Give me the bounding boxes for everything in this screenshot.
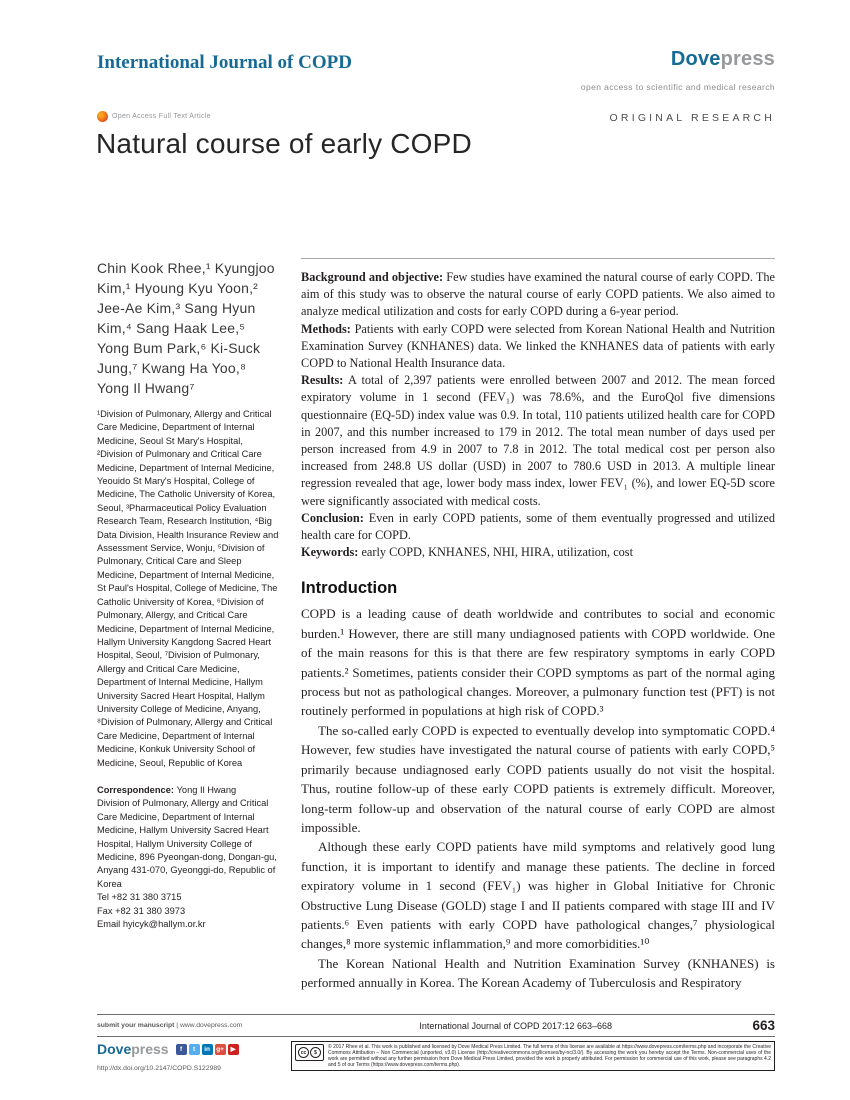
dovepress-footer-logo[interactable]	[97, 1041, 169, 1057]
twitter-icon[interactable]: t	[189, 1044, 200, 1055]
section-heading-introduction: Introduction	[301, 579, 398, 598]
youtube-icon[interactable]: ▶	[228, 1044, 239, 1055]
google-plus-icon[interactable]: g+	[216, 1045, 224, 1053]
abstract-methods-text: Patients with early COPD were selected from Korean National Health and Nutrition Examination Survey (KNHANES) data. We linked the KNHANES data of patients with early COPD to National Health Insurance data.	[301, 321, 775, 371]
submit-manuscript-link[interactable]	[97, 1022, 279, 1029]
correspondence-email[interactable]: Email hyicyk@hallym.or.kr	[97, 919, 206, 930]
abstract-conclusion-text: Even in early COPD patients, some of them eventually progressed and utilized health care for COPD.	[301, 510, 775, 543]
open-access-icon	[97, 111, 108, 122]
dovepress-footer-logo-light: press	[131, 1041, 169, 1057]
linkedin-icon[interactable]: in	[202, 1044, 213, 1055]
page-number: 663	[752, 1018, 775, 1033]
publisher-logo-light: press	[720, 48, 775, 70]
abstract-background	[301, 269, 775, 321]
publisher-logo[interactable]	[671, 48, 775, 71]
footer-license-row	[97, 1041, 775, 1072]
abstract-methods	[301, 321, 775, 373]
affiliations: ¹Division of Pulmonary, Allergy and Critical Care Medicine, Department of Internal Medicine, Seoul St Mary's Hospital, ²Division of Pulmonary and Critical Care Medicine, Department of Internal Medicine, Yeouido St Mary's Hospital, College of Medicine, The Catholic University of Korea, Seoul, ³Pharmaceutical Policy Evaluation Research Team, Research Institution, ⁴Big Data Division, Health Insurance Review and Assessment Service, Wonju, ⁵Division of Pulmonary, Critical Care and Sleep Medicine, Department of Internal Medicine, St Paul's Hospital, College of Medicine, The Catholic University of Korea, ⁶Division of Pulmonary, Allergy, and Critical Care Medicine, Department of Internal Medicine, Hallym University Kangdong Sacred Heart Hospital, Seoul, ⁷Division of Pulmonary, Allergy and Critical Care Medicine, Department of Internal Medicine, Hallym University Sacred Heart Hospital, Hallym University College of Medicine, Anyang, ⁸Division of Pulmonary, Allergy and Critical Care Medicine, Department of Internal Medicine, Konkuk University School of Medicine, Seoul, Republic of Korea	[97, 409, 279, 768]
footer-brand-block	[97, 1041, 279, 1072]
license-box	[291, 1041, 775, 1071]
article-type: ORIGINAL RESEARCH	[609, 112, 775, 124]
author-column	[97, 258, 279, 993]
publisher-tagline: open access to scientific and medical research	[580, 82, 775, 92]
abstract-results-text: A total of 2,397 patients were enrolled between 2007 and 2012. The mean forced expiratory volume in 1 second (FEV₁) was 78.6%, and the EuroQol five dimensions questionnaire (EQ-5D) index value was 0.9. In total, 110 patients utilized health care for COPD in 2007, and this number increased to 179 in 2012. The total mean number of days used per person increased from 4.9 in 2007 to 7.8 in 2012. The total medical cost per person also increased from 248.8 US dollar (USD) in 2007 to 780.6 USD in 2013. A multiple linear regression revealed that age, lower body mass index, lower FEV₁ (%), and lower EQ-5D score were significantly associated with medical costs.	[301, 373, 775, 508]
abstract-keywords-text: early COPD, KNHANES, NHI, HIRA, utilization, cost	[361, 545, 633, 560]
cc-nc-icon: $	[310, 1047, 321, 1058]
social-icons	[176, 1044, 239, 1055]
open-access-label[interactable]: Open Access Full Text Article	[112, 113, 211, 120]
cc-circle-icon: cc	[298, 1047, 309, 1058]
submit-site-link[interactable]: www.dovepress.com	[179, 1022, 243, 1029]
correspondence-name-line	[97, 784, 279, 797]
intro-paragraph: Although these early COPD patients have mild symptoms and relatively good lung function, it is important to identify and manage these patients. The decline in forced expiratory volume in 1 second (FEV₁) was higher in Global Initiative for Chronic Obstructive Lung Disease (GOLD) stage I and II patients compared with stage III and IV patients.⁶ Even patients with early COPD have pathological changes,⁷ physiological changes,⁸ more systemic inflammation,⁹ and more comorbidities.¹⁰	[301, 839, 775, 952]
page-footer	[97, 1014, 775, 1072]
publisher-logo-bold: Dove	[670, 48, 721, 70]
abstract-background-label: Background and objective:	[301, 270, 444, 284]
facebook-icon[interactable]: f	[176, 1044, 187, 1055]
abstract-background-text: Few studies have examined the natural course of early COPD. The aim of this study was to observe the natural course of early COPD patients. We also aimed to analyze medical utilization and costs for early COPD during a 6-year period.	[301, 270, 776, 319]
submit-separator: |	[174, 1022, 180, 1029]
license-text: © 2017 Rhee et al. This work is published and licensed by Dove Medical Press Limited. The full terms of this license are available at https://www.dovepress.com/terms.php and incorporate the Creative Commons Attribution – Non Commercial (unported, v3.0) License (http://creativecommons.org/licenses/by-nc/3.0/). By accessing the work you hereby accept the Terms. Non-commercial uses of the work are permitted without any further permission from Dove Medical Press Limited, provided the work is properly attributed. For permission for commercial use of this work, please see paragraphs 4.2 and 5 of our Terms (https://www.dovepress.com/terms.php).	[328, 1044, 771, 1068]
author-list: Chin Kook Rhee,¹ Kyungjoo Kim,¹ Hyoung Kyu Yoon,² Jee-Ae Kim,³ Sang Hyun Kim,⁴ Sang Haak Lee,⁵ Yong Bum Park,⁶ Ki-Suck Jung,⁷ Kwang Ha Yoo,⁸ Yong Il Hwang⁷	[97, 260, 275, 396]
journal-name: International Journal of COPD	[97, 52, 352, 73]
article-title: Natural course of early COPD	[96, 128, 472, 159]
correspondence-tel: Tel +82 31 380 3715	[97, 892, 182, 903]
correspondence-block	[97, 784, 279, 931]
submit-manuscript-label: submit your manuscript	[97, 1022, 175, 1029]
correspondence-fax: Fax +82 31 380 3973	[97, 905, 186, 916]
main-column	[301, 258, 775, 993]
open-access-row	[97, 111, 211, 122]
correspondence-name: Yong Il Hwang	[176, 784, 237, 795]
correspondence-address: Division of Pulmonary, Allergy and Critical Care Medicine, Department of Internal Medicine, Hallym University Sacred Heart Hospital, Hallym University College of Medicine, 896 Pyeongan-dong, Dongan-gu, Anyang 431-070, Gyeonggi-do, Republic of Korea	[97, 798, 277, 889]
article-columns	[97, 258, 775, 993]
dovepress-footer-logo-bold: Dove	[97, 1041, 132, 1057]
intro-paragraph: COPD is a leading cause of death worldwide and contributes to social and economic burden.¹ However, there are still many undiagnosed patients with COPD worldwide. One of the main reasons for this is that there are few respiratory symptoms in early COPD patients.² Sometimes, patients consider their COPD symptoms as part of the normal aging process but not as pathological changes. Moreover, a pulmonary function test (PFT) is not routinely performed in populations at high risk of COPD.³	[301, 606, 775, 719]
abstract-conclusion	[301, 510, 775, 544]
correspondence-label: Correspondence:	[97, 784, 177, 795]
doi-link[interactable]: http://dx.doi.org/10.2147/COPD.S122989	[97, 1065, 221, 1072]
abstract-conclusion-label: Conclusion:	[301, 510, 364, 525]
journal-citation: International Journal of COPD 2017:12 663–668	[419, 1020, 613, 1031]
intro-paragraph: The Korean National Health and Nutrition Examination Survey (KNHANES) is performed annually in Korea. The Korean Academy of Tuberculosis and Respiratory	[301, 955, 775, 991]
abstract-methods-label: Methods:	[301, 321, 351, 336]
abstract-keywords	[301, 544, 775, 561]
intro-paragraph: The so-called early COPD is expected to eventually develop into symptomatic COPD.⁴ However, few studies have investigated the natural course of patients with early COPD,⁵ primarily because undiagnosed early COPD patients usually do not visit the hospital. Thus, routine follow-up of these early COPD patients is extremely difficult. Moreover, long-term follow-up and observation of the natural course of early COPD are almost impossible.	[301, 722, 775, 835]
abstract-results-label: Results:	[301, 373, 344, 388]
footer-citation-row	[97, 1014, 775, 1037]
abstract-results	[301, 372, 775, 510]
abstract-keywords-label: Keywords:	[301, 545, 359, 560]
creative-commons-icon	[295, 1044, 324, 1061]
